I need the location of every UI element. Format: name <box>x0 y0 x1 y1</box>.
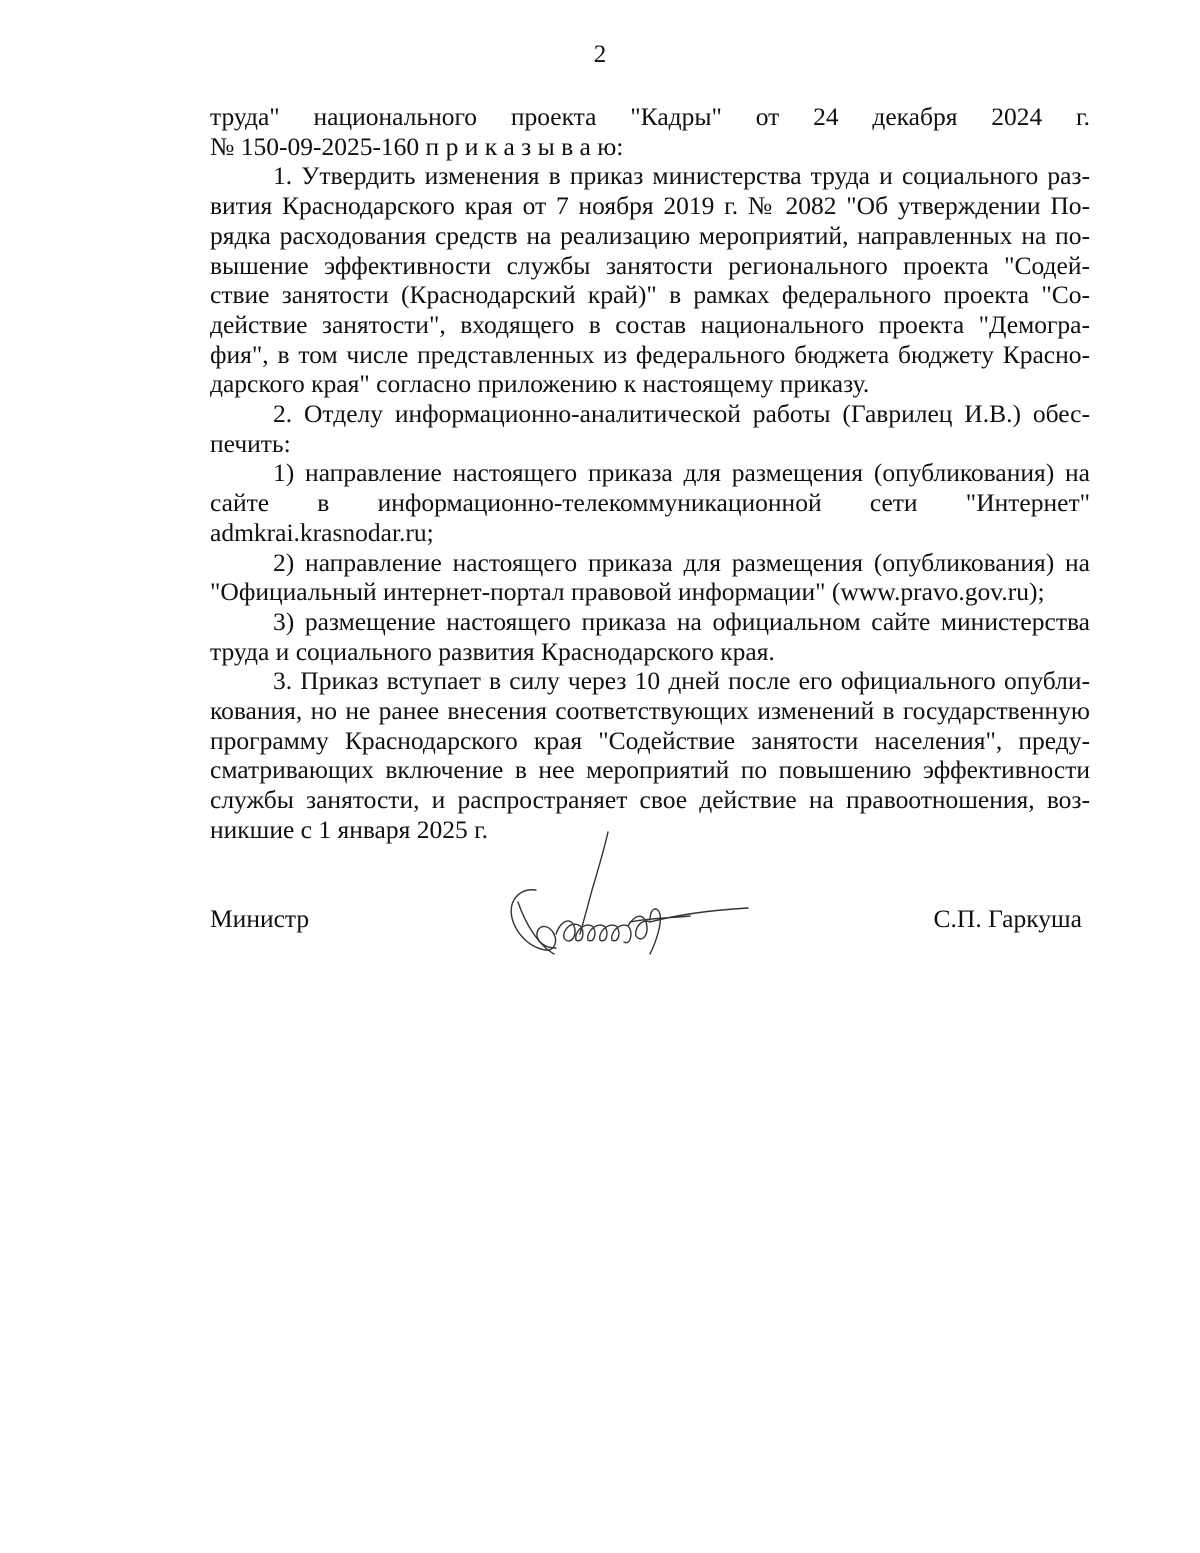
signatory-name: С.П. Гаркуша <box>933 904 1082 933</box>
text-line: ствие занятости (Краснодарский край)" в рамках федерального проекта "Со- <box>210 280 1090 310</box>
paragraph <box>210 666 1090 844</box>
text-line: 2. Отделу информационно-аналитической работы (Гаврилец И.В.) обес- <box>273 399 1090 429</box>
paragraph <box>210 548 1090 607</box>
text-line: 2) направление настоящего приказа для размещения (опубликования) на <box>273 547 1090 577</box>
signature-block <box>210 830 1090 970</box>
text-line: программу Краснодарского края "Содействие занятости населения", преду- <box>210 725 1090 755</box>
text-line: службы занятости, и распространяет свое действие на правоотношения, воз- <box>210 785 1090 815</box>
text-line: сайте в информационно-телекоммуникационной сети "Интернет" <box>210 488 1090 518</box>
paragraph <box>210 607 1090 666</box>
text-line: труда" национального проекта "Кадры" от 24 декабря 2024 г. <box>210 102 1090 131</box>
paragraph <box>210 161 1090 399</box>
text-line: вышение эффективности службы занятости регионального проекта "Содей- <box>210 250 1090 280</box>
paragraph <box>210 458 1090 547</box>
text-line: № 150-09-2025-160 п р и к а з ы в а ю: <box>210 131 624 161</box>
text-line: 1. Утвердить изменения в приказ министерства труда и социального раз- <box>273 161 1090 191</box>
text-line: вития Краснодарского края от 7 ноября 2019 г. № 2082 "Об утверждении По- <box>210 191 1090 221</box>
document-body <box>210 102 1090 845</box>
text-line: печить: <box>210 428 291 458</box>
text-line: admkrai.krasnodar.ru; <box>210 517 434 547</box>
text-line: рядка расходования средств на реализацию мероприятий, направленных на по- <box>210 220 1090 250</box>
text-line: никшие с 1 января 2025 г. <box>210 814 489 844</box>
text-line: фия", в том числе представленных из федерального бюджета бюджету Красно- <box>210 339 1090 369</box>
handwritten-signature-icon <box>500 830 760 970</box>
text-line: дарского края" согласно приложению к настоящему приказу. <box>210 369 870 399</box>
text-line: "Официальный интернет-портал правовой информации" (www.pravo.gov.ru); <box>210 577 1045 607</box>
signatory-title: Министр <box>210 904 310 933</box>
text-line: сматривающих включение в нее мероприятий по повышению эффективности <box>210 755 1090 785</box>
text-line: 1) направление настоящего приказа для размещения (опубликования) на <box>273 458 1090 488</box>
text-line: действие занятости", входящего в состав национального проекта "Демогра- <box>210 309 1090 339</box>
paragraph <box>210 399 1090 458</box>
page-number: 2 <box>593 41 607 68</box>
paragraph <box>210 102 1090 161</box>
text-line: 3. Приказ вступает в силу через 10 дней после его официального опубли- <box>273 666 1090 696</box>
text-line: 3) размещение настоящего приказа на официальном сайте министерства <box>273 606 1090 636</box>
text-line: кования, но не ранее внесения соответствующих изменений в государственную <box>210 696 1090 726</box>
text-line: труда и социального развития Краснодарского края. <box>210 636 775 666</box>
